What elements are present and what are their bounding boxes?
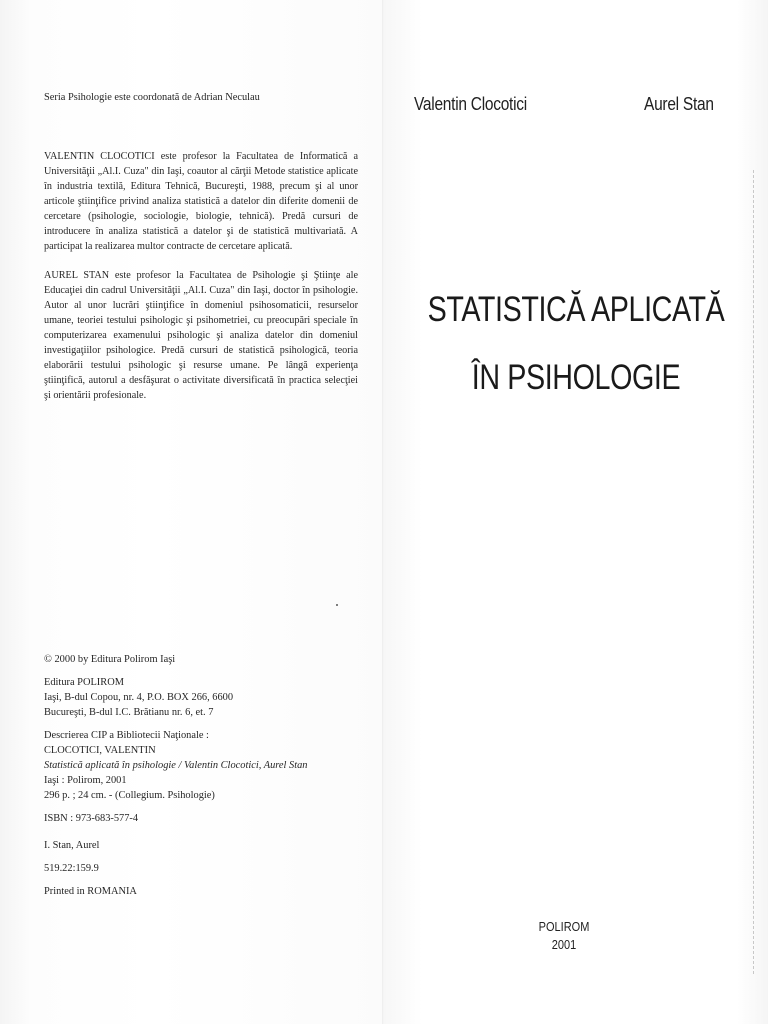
publisher-name: Editura POLIROM bbox=[44, 677, 124, 688]
printed-line: Printed in ROMANIA bbox=[44, 886, 137, 897]
isbn-line: ISBN : 973-683-577-4 bbox=[44, 813, 139, 824]
bio-stan: AUREL STAN este profesor la Facultatea de Psihologie şi Ştiinţe ale Educaţiei din cadrul Universităţii „Al.I. Cuza" din Iaşi, doctor în psihologie. Autor al unor lucrări ştiinţifice în domeniul psihosomaticii, resurselor umane, teoriei testului psihologic şi psihometriei, cu preocupări speciale în computerizarea examenului psihologic şi analiza datelor din domeniul investigaţiilor psihologice. Predă cursuri de statistică psihologică, teoria elaborării testului psihologic şi resurse umane. Pe lângă experienţa ştiinţifică, autorul a desfăşurat o activitate diversificată în practica selecţiei şi orientării profesionale. bbox=[44, 270, 358, 401]
coauthor-line: I. Stan, Aurel bbox=[44, 840, 100, 851]
publisher-block bbox=[502, 918, 625, 954]
book-title-line-2: ÎN PSIHOLOGIE bbox=[471, 358, 681, 397]
publisher-name-title: POLIROM bbox=[538, 920, 590, 934]
address-bucuresti: Bucureşti, B-dul I.C. Brătianu nr. 6, et. 7 bbox=[44, 707, 214, 718]
publication-year: 2001 bbox=[551, 938, 577, 952]
cip-title: Statistică aplicată în psihologie / Valentin Clocotici, Aurel Stan bbox=[44, 760, 308, 771]
cip-author: CLOCOTICI, VALENTIN bbox=[44, 745, 156, 756]
author-name-1: Valentin Clocotici bbox=[414, 94, 527, 114]
left-page-text bbox=[44, 90, 358, 417]
copyright-line: © 2000 by Editura Polirom Iaşi bbox=[44, 654, 176, 665]
author-name-2: Aurel Stan bbox=[644, 94, 714, 114]
cip-extent: 296 p. ; 24 cm. - (Collegium. Psihologie) bbox=[44, 790, 215, 801]
classification-line: 519.22:159.9 bbox=[44, 863, 99, 874]
cip-heading: Descrierea CIP a Bibliotecii Naţionale : bbox=[44, 730, 209, 741]
title-page bbox=[384, 0, 768, 1024]
scan-speck bbox=[336, 604, 338, 606]
cip-place: Iaşi : Polirom, 2001 bbox=[44, 775, 127, 786]
page-edge-line bbox=[753, 170, 754, 974]
book-title-line-1: STATISTICĂ APLICATĂ bbox=[427, 290, 725, 329]
bio-clocotici: VALENTIN CLOCOTICI este profesor la Facultatea de Informatică a Universităţii „Al.I. Cuza" din Iaşi, coautor al cărţii Metode statistice aplicate în industria textilă, Editura Tehnică, Bucureşti, 1988, precum şi al unor articole ştiinţifice privind analiza statistică a datelor din diferite domenii de cercetare (psihologie, sociologie, biologie, tehnică). Predă cursuri de introducere în analiza statistică a datelor şi de statistică multivariată. A participat la realizarea multor contracte de cercetare aplicată. bbox=[44, 151, 358, 252]
address-iasi: Iaşi, B-dul Copou, nr. 4, P.O. BOX 266, 6600 bbox=[44, 692, 234, 703]
imprint-block bbox=[44, 652, 344, 899]
right-page bbox=[384, 0, 768, 1024]
series-note: Seria Psihologie este coordonată de Adrian Neculau bbox=[44, 92, 260, 103]
